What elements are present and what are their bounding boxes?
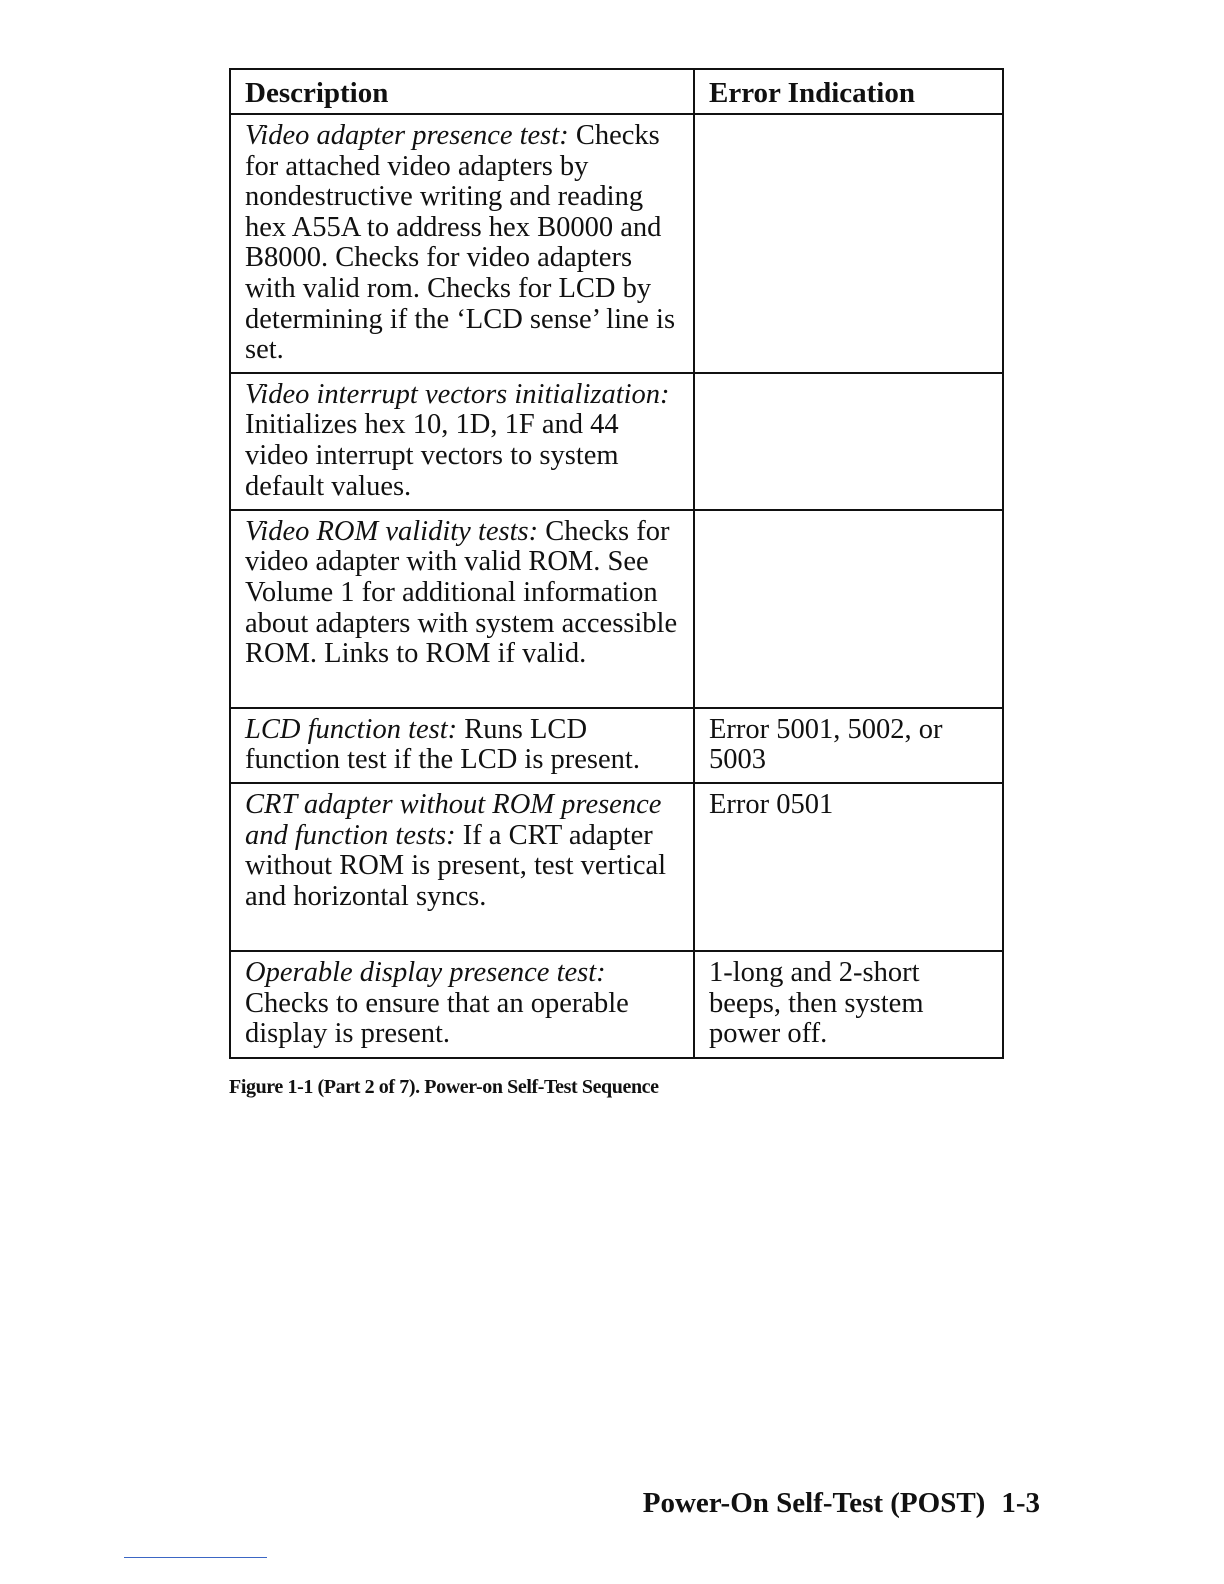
test-description: If a CRT adapter without ROM is present, test vertical and horizontal syncs.	[245, 819, 667, 912]
header-error-indication: Error Indication	[694, 69, 1003, 114]
footer-title: Power-On Self-Test (POST)	[642, 1487, 986, 1519]
error-indication-cell: Error 5001, 5002, or 5003	[694, 708, 1003, 783]
figure-caption: Figure 1-1 (Part 2 of 7). Power-on Self-Test Sequence	[229, 1076, 659, 1098]
test-description: Initializes hex 10, 1D, 1F and 44 video interrupt vectors to system default values.	[245, 409, 619, 502]
error-indication-cell	[694, 114, 1003, 373]
table-row	[230, 510, 1003, 708]
error-indication-cell	[694, 510, 1003, 708]
table-header-row	[230, 69, 1003, 114]
description-cell	[230, 373, 694, 510]
error-indication-cell: 1-long and 2-short beeps, then system power off.	[694, 951, 1003, 1058]
test-description: Checks for attached video adapters by nondestructive writing and reading hex A55A to address hex B0000 and B8000. Checks for video adapters with valid rom. Checks for LCD by determining if the ‘LCD sense’ line is set.	[245, 120, 676, 366]
test-description: Checks to ensure that an operable display is present.	[245, 987, 629, 1050]
footnote-rule	[124, 1557, 267, 1558]
test-name: Video adapter presence test:	[245, 120, 569, 151]
error-indication-cell: Error 0501	[694, 783, 1003, 951]
test-description: Checks for video adapter with valid ROM. See Volume 1 for additional information about adapters with system accessible ROM. Links to ROM if valid.	[245, 515, 678, 670]
error-indication-cell	[694, 373, 1003, 510]
test-name: Video interrupt vectors initialization:	[245, 378, 670, 410]
description-cell	[230, 114, 694, 373]
page-footer	[643, 1487, 1040, 1520]
description-cell	[230, 708, 694, 783]
test-name: LCD function test:	[245, 713, 458, 745]
table-row	[230, 783, 1003, 951]
description-cell	[230, 783, 694, 951]
table-row	[230, 951, 1003, 1058]
test-name: Video ROM validity tests:	[245, 515, 539, 547]
test-description: Runs LCD function test if the LCD is present.	[245, 713, 640, 776]
header-description: Description	[230, 69, 694, 114]
test-name: CRT adapter without ROM presence and function tests:	[245, 788, 662, 851]
test-name: Operable display presence test:	[245, 956, 606, 988]
table-row	[230, 373, 1003, 510]
table-row	[230, 708, 1003, 783]
description-cell	[230, 510, 694, 708]
page-number: 1-3	[1001, 1487, 1040, 1519]
table-row	[230, 114, 1003, 373]
description-cell	[230, 951, 694, 1058]
post-sequence-table	[229, 68, 1004, 1059]
